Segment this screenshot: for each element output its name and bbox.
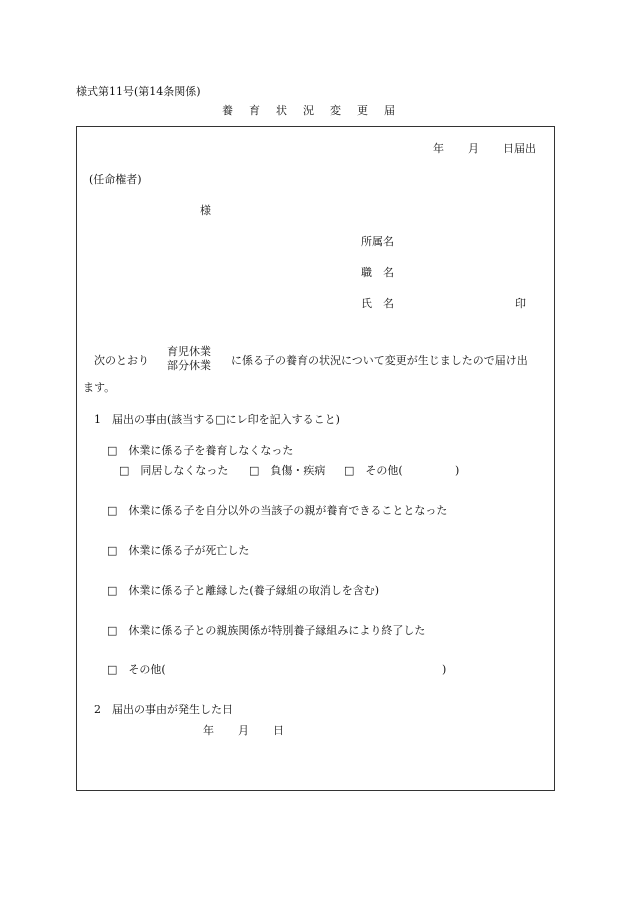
checkbox[interactable]: □ <box>107 444 118 457</box>
sub-option-injury-row <box>249 464 325 478</box>
appointer-label: (任命権者) <box>89 173 142 186</box>
item-text: その他( <box>128 663 166 676</box>
date-month-label: 月 <box>468 142 479 155</box>
sub-option-other-row <box>344 464 403 478</box>
item-text: 休業に係る子を養育しなくなった <box>128 444 294 457</box>
item-2 <box>107 504 447 518</box>
title-char: 届 <box>384 104 395 117</box>
date-day-label: 日届出 <box>503 142 536 155</box>
sub-option-cohabit: 同居しなくなった <box>140 464 229 477</box>
item-text: 休業に係る子が死亡した <box>128 544 250 557</box>
sama-label: 様 <box>200 204 211 217</box>
seal-label: 印 <box>515 297 526 310</box>
sub-options <box>119 464 228 478</box>
date-year-label: 年 <box>433 142 444 155</box>
sub-option-other-close: ) <box>455 464 460 477</box>
checkbox[interactable]: □ <box>249 464 260 477</box>
leave-type-options <box>167 345 211 373</box>
occurrence-year-label: 年 <box>203 724 214 737</box>
item-3 <box>107 544 249 558</box>
title-char: 養 <box>222 104 233 117</box>
name-label: 氏 名 <box>361 297 394 310</box>
intro-continuation: ます。 <box>83 381 116 394</box>
item-5 <box>107 624 425 638</box>
sub-option-other: その他( <box>365 464 403 477</box>
sub-option-injury: 負傷・疾病 <box>270 464 326 477</box>
section1-title: 1 届出の事由(該当する□にレ印を記入すること) <box>94 413 340 426</box>
item-6-close: ) <box>442 663 447 676</box>
leave-option-childcare: 育児休業 <box>167 345 211 358</box>
item-text: 休業に係る子との親族関係が特別養子縁組みにより終了した <box>128 624 426 637</box>
intro-suffix: に係る子の養育の状況について変更が生じましたので届け出 <box>231 354 528 367</box>
checkbox[interactable]: □ <box>107 544 118 557</box>
title-char: 変 <box>330 104 341 117</box>
checkbox[interactable]: □ <box>344 464 355 477</box>
title-char: 状 <box>276 104 287 117</box>
title-char: 育 <box>249 104 260 117</box>
checkbox[interactable]: □ <box>107 584 118 597</box>
section2-title: 2 届出の事由が発生した日 <box>94 703 233 716</box>
affiliation-label: 所属名 <box>361 235 394 248</box>
form-box <box>76 126 555 791</box>
title-char: 況 <box>303 104 314 117</box>
title-char: 更 <box>357 104 368 117</box>
checkbox[interactable]: □ <box>107 504 118 517</box>
occurrence-day-label: 日 <box>273 724 284 737</box>
position-label: 職 名 <box>361 266 394 279</box>
item-text: 休業に係る子と離縁した(養子縁組の取消しを含む) <box>128 584 379 597</box>
checkbox[interactable]: □ <box>107 624 118 637</box>
item-6 <box>107 663 166 677</box>
item-1 <box>107 444 293 458</box>
leave-option-partial: 部分休業 <box>167 359 211 372</box>
form-title <box>222 104 395 118</box>
checkbox[interactable]: □ <box>119 464 130 477</box>
checkbox[interactable]: □ <box>107 663 118 676</box>
item-4 <box>107 584 379 598</box>
item-text: 休業に係る子を自分以外の当該子の親が養育できることとなった <box>128 504 448 517</box>
intro-prefix: 次のとおり <box>94 354 149 367</box>
occurrence-month-label: 月 <box>238 724 249 737</box>
form-number: 様式第11号(第14条関係) <box>76 85 201 98</box>
